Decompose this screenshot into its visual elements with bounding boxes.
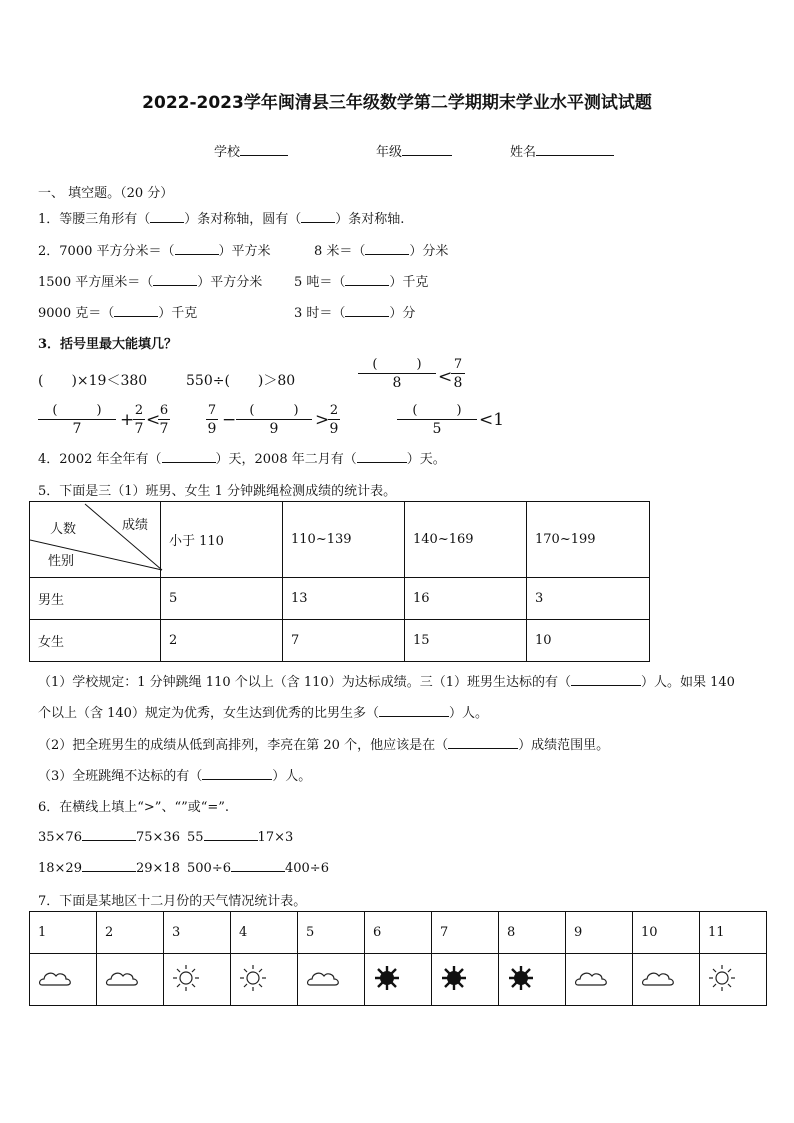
sunny-icon	[708, 981, 736, 996]
table-header-row	[30, 502, 650, 578]
fraction-denominator: 7	[159, 421, 169, 437]
q2-text: ）平方分米	[197, 275, 263, 290]
q5-blank[interactable]	[202, 766, 272, 780]
weather-cell	[566, 954, 633, 1006]
q4-text: ）天，2008 年二月有（	[215, 452, 357, 467]
q5-part-2	[38, 734, 609, 753]
fraction-blank[interactable]: ( )	[52, 403, 102, 418]
q6-expr: 17×3	[257, 830, 294, 845]
weather-cell	[633, 954, 700, 1006]
fraction-numerator: 7	[207, 403, 217, 418]
q2-text: 3 时＝（	[294, 306, 346, 321]
question-1	[38, 208, 404, 227]
weather-cell	[365, 954, 432, 1006]
day-cell: 4	[231, 912, 298, 954]
greater-than-sign: >	[315, 410, 330, 430]
day-cell: 6	[365, 912, 432, 954]
q5-blank[interactable]	[448, 735, 518, 749]
q2-text: ）分米	[409, 244, 449, 259]
name-field	[510, 141, 614, 160]
q6-expr: 75×36	[135, 830, 180, 845]
fraction-numerator: 7	[453, 357, 463, 372]
q3-expr-2: 550÷( )＞80	[186, 373, 296, 389]
q2-text: 9000 克＝（	[38, 306, 115, 321]
question-2-row-2	[38, 271, 262, 290]
q3-fraction-6-7	[158, 403, 170, 437]
table-cell: 3	[527, 578, 650, 620]
q5-text: （3）全班跳绳不达标的有（	[38, 769, 203, 784]
q6-row-1	[38, 827, 180, 845]
q5-blank[interactable]	[379, 703, 449, 717]
q2-text: ）平方米	[218, 244, 271, 259]
cloudy-icon	[105, 978, 139, 993]
row-label: 女生	[30, 620, 161, 662]
q2-text: ）千克	[158, 306, 198, 321]
fraction-denominator: 8	[453, 375, 463, 391]
q3-fraction-blank-over-8	[358, 357, 436, 391]
q2-blank[interactable]	[365, 241, 409, 255]
corner-gender-label: 性别	[48, 554, 75, 569]
weather-table	[29, 911, 767, 1006]
question-2-row-3	[38, 302, 197, 321]
plus-sign: +	[120, 410, 135, 430]
fraction-denominator: 9	[329, 421, 339, 437]
question-2-row-3b	[294, 302, 415, 321]
sunny-icon	[239, 981, 267, 996]
day-cell: 3	[164, 912, 231, 954]
q2-text: 8 米＝（	[314, 244, 366, 259]
q6-blank[interactable]	[204, 827, 258, 841]
q5-part-3	[38, 765, 311, 784]
weather-cell	[164, 954, 231, 1006]
q3-fraction-blank-over-5	[397, 403, 477, 437]
fraction-numerator: 2	[134, 403, 144, 418]
q1-blank-2[interactable]	[301, 209, 335, 223]
q4-text: ）天。	[406, 452, 446, 467]
q1-blank-1[interactable]	[150, 209, 184, 223]
q2-blank[interactable]	[153, 272, 197, 286]
q6-expr: 55	[187, 830, 204, 845]
q6-heading: 6．在横线上填上“>”、“”或“=”.	[38, 800, 230, 815]
snow-icon	[440, 981, 468, 996]
name-label: 姓名	[510, 145, 537, 160]
fraction-blank[interactable]: ( )	[372, 357, 422, 372]
school-label: 学校	[214, 145, 241, 160]
less-than-sign: <	[438, 367, 453, 387]
q3-fraction-7-8	[451, 357, 465, 391]
weather-cell	[499, 954, 566, 1006]
day-cell: 11	[700, 912, 767, 954]
q6-row-2b	[187, 858, 329, 876]
weather-cell	[231, 954, 298, 1006]
q6-blank[interactable]	[82, 858, 136, 872]
question-2-row-2b	[294, 271, 428, 290]
column-header: 170~199	[527, 502, 650, 578]
q3-fraction-7-9	[206, 403, 218, 437]
day-cell: 5	[298, 912, 365, 954]
fraction-blank[interactable]: ( )	[249, 403, 299, 418]
jump-rope-table	[29, 501, 650, 662]
q5-text: 个以上（含 140）规定为优秀，女生达到优秀的比男生多（	[38, 706, 379, 721]
sunny-icon	[172, 981, 200, 996]
q2-text: ）分	[389, 306, 416, 321]
question-2-row-1	[38, 240, 271, 259]
section-heading: 一、 填空题。（20 分）	[38, 186, 174, 201]
weather-cell	[432, 954, 499, 1006]
table-cell: 10	[527, 620, 650, 662]
q5-text: ）人。	[448, 706, 488, 721]
table-cell: 13	[283, 578, 405, 620]
question-2-row-1b	[314, 240, 448, 259]
q2-blank[interactable]	[345, 303, 389, 317]
column-header: 小于 110	[161, 502, 283, 578]
corner-score-label: 成绩	[122, 518, 149, 533]
q2-text: 1500 平方厘米＝（	[38, 275, 154, 290]
less-than-sign: <	[146, 410, 161, 430]
fraction-denominator: 7	[134, 421, 144, 437]
weather-row	[30, 954, 767, 1006]
cloudy-icon	[306, 978, 340, 993]
grade-blank[interactable]	[402, 142, 452, 156]
table-cell: 16	[405, 578, 527, 620]
less-than-one: <1	[479, 410, 505, 430]
table-row	[30, 620, 650, 662]
q1-text: 1．等腰三角形有（	[38, 212, 151, 227]
q4-blank-2[interactable]	[357, 449, 407, 463]
q6-blank[interactable]	[82, 827, 136, 841]
q5-part-1-line-2	[38, 702, 488, 721]
fraction-blank[interactable]: ( )	[412, 403, 462, 418]
q4-blank-1[interactable]	[162, 449, 216, 463]
school-blank[interactable]	[240, 142, 288, 156]
q6-expr: 500÷6	[187, 861, 231, 876]
name-blank[interactable]	[536, 142, 614, 156]
day-cell: 10	[633, 912, 700, 954]
fraction-denominator: 5	[432, 421, 442, 437]
weather-cell	[700, 954, 767, 1006]
table-cell: 2	[161, 620, 283, 662]
q5-part-1-line-1	[38, 671, 735, 690]
fraction-denominator: 9	[207, 421, 217, 437]
fraction-denominator: 9	[269, 421, 279, 437]
q2-text: 2．7000 平方分米＝（	[38, 244, 175, 259]
diagonal-header-cell	[30, 502, 161, 578]
q3-fraction-blank-over-9	[236, 403, 312, 437]
day-cell: 7	[432, 912, 499, 954]
school-field	[214, 141, 288, 160]
day-cell: 8	[499, 912, 566, 954]
snow-icon	[373, 981, 401, 996]
q6-expr: 29×18	[135, 861, 180, 876]
weather-cell	[298, 954, 365, 1006]
day-row	[30, 912, 767, 954]
question-4	[38, 448, 446, 467]
column-header: 140~169	[405, 502, 527, 578]
q1-text: ）条对称轴.	[335, 212, 405, 227]
cloudy-icon	[574, 978, 608, 993]
day-cell: 9	[566, 912, 633, 954]
q5-text: （1）学校规定：1 分钟跳绳 110 个以上（含 110）为达标成绩。三（1）班男生达标的有（	[38, 675, 571, 690]
q6-expr: 35×76	[38, 830, 82, 845]
q5-text: （2）把全班男生的成绩从低到高排列，李亮在第 20 个，他应该是在（	[38, 738, 449, 753]
q7-heading: 7．下面是某地区十二月份的天气情况统计表。	[38, 894, 307, 909]
grade-field	[376, 141, 452, 160]
day-cell: 2	[97, 912, 164, 954]
q6-row-2	[38, 858, 180, 876]
table-row	[30, 578, 650, 620]
q2-blank[interactable]	[345, 272, 389, 286]
minus-sign: −	[222, 410, 237, 430]
q2-blank[interactable]	[114, 303, 158, 317]
q5-heading: 5．下面是三（1）班男、女生 1 分钟跳绳检测成绩的统计表。	[38, 484, 397, 499]
q3-fraction-blank-over-7	[38, 403, 116, 437]
q5-text: ）人。如果 140	[640, 675, 735, 690]
snow-icon	[507, 981, 535, 996]
q3-heading: 3．括号里最大能填几？	[38, 337, 178, 352]
q5-text: ）人。	[272, 769, 312, 784]
cloudy-icon	[38, 978, 72, 993]
q6-blank[interactable]	[231, 858, 285, 872]
table-cell: 7	[283, 620, 405, 662]
day-cell: 1	[30, 912, 97, 954]
fraction-denominator: 7	[72, 421, 82, 437]
q3-fraction-2-9	[328, 403, 340, 437]
cloudy-icon	[641, 978, 675, 993]
q6-expr: 18×29	[38, 861, 82, 876]
page-title: 2022-2023学年闽清县三年级数学第二学期期末学业水平测试试题	[142, 93, 652, 113]
q2-text: 5 吨＝（	[294, 275, 346, 290]
weather-cell	[30, 954, 97, 1006]
q5-text: ）成绩范围里。	[518, 738, 610, 753]
q1-text: ）条对称轴，圆有（	[184, 212, 302, 227]
table-cell: 5	[161, 578, 283, 620]
q3-expr-1: ( )×19＜380	[38, 373, 148, 389]
q6-expr: 400÷6	[284, 861, 329, 876]
table-cell: 15	[405, 620, 527, 662]
weather-cell	[97, 954, 164, 1006]
q6-row-1b	[187, 827, 293, 845]
corner-count-label: 人数	[50, 522, 77, 537]
q5-blank[interactable]	[571, 672, 641, 686]
fraction-numerator: 2	[329, 403, 339, 418]
fraction-numerator: 6	[159, 403, 169, 418]
q2-text: ）千克	[389, 275, 429, 290]
q3-fraction-2-7	[133, 403, 145, 437]
row-label: 男生	[30, 578, 161, 620]
fraction-denominator: 8	[392, 375, 402, 391]
column-header: 110~139	[283, 502, 405, 578]
grade-label: 年级	[376, 145, 403, 160]
q4-text: 4．2002 年全年有（	[38, 452, 162, 467]
q2-blank[interactable]	[175, 241, 219, 255]
